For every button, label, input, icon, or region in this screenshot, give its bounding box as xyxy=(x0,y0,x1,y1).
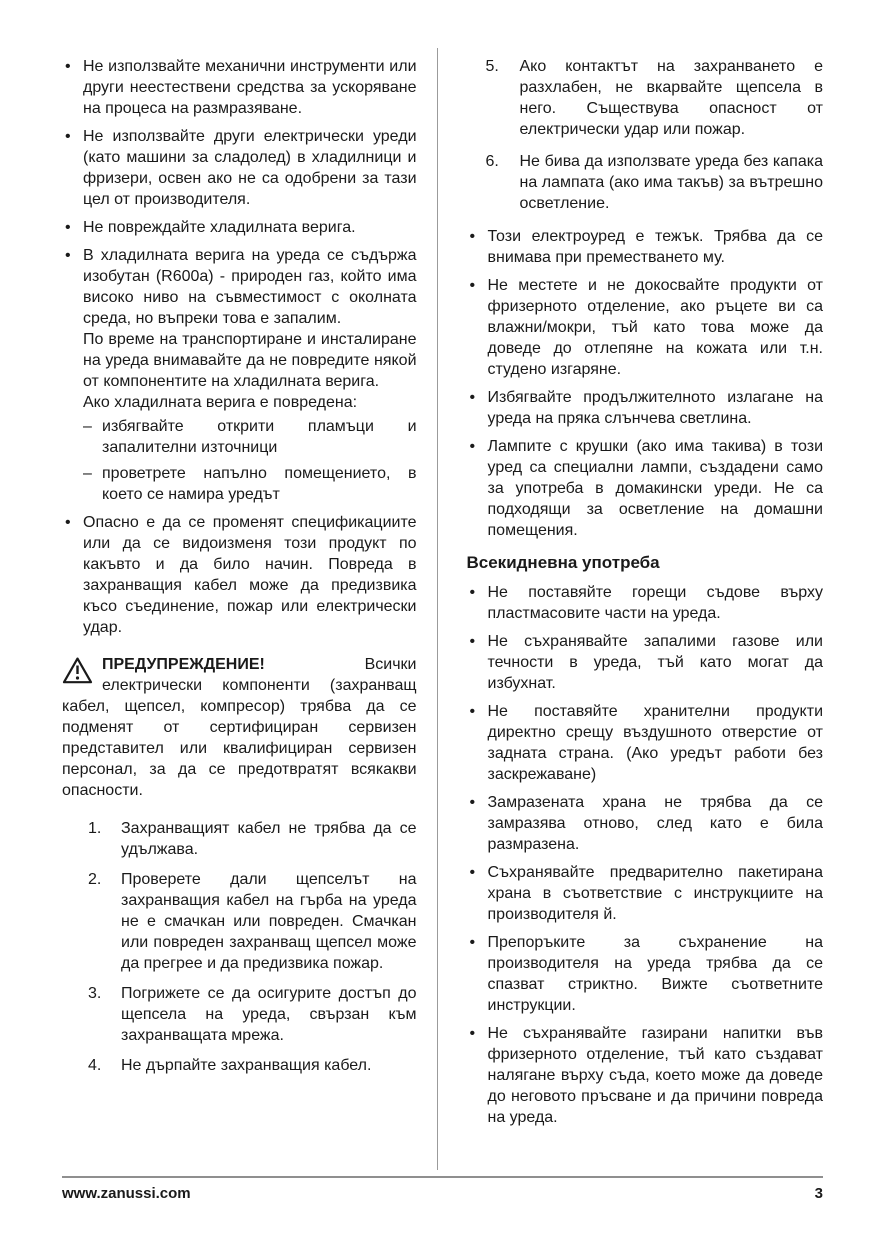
page-number: 3 xyxy=(814,1185,823,1202)
bullet-text: По време на транспортиране и инсталиране на уреда внимавайте да не повредите някой от компонентите на хладилната верига. xyxy=(83,331,417,390)
bullet-text: Не съхранявайте запалими газове или течности в уреда, тъй като могат да избухнат. xyxy=(487,633,823,692)
bullet-text: Този електроуред е тежък. Трябва да се внимава при преместването му. xyxy=(487,228,823,266)
list-item xyxy=(467,387,824,429)
list-item xyxy=(467,792,824,855)
dash-list xyxy=(83,416,417,505)
bullet-text: Лампите с крушки (ако има такива) в този уред са специални лампи, създадени само за употреба в домакински уреди. Не са подходящи за осветление на домашни помещения. xyxy=(487,438,823,539)
warning-text: Всички електрически компоненти (захранващ кабел, щепсел, компресор) трябва да се подменят от сертифициран сервизен представител или квалифициран сервизен персонал, за да се предотвратят всякакви опасности. xyxy=(62,656,417,799)
safety-bullet-list xyxy=(62,56,417,638)
numbered-list-right xyxy=(486,56,824,214)
numbered-text: Не дърпайте захранващия кабел. xyxy=(121,1057,372,1074)
section-heading: Всекидневна употреба xyxy=(466,553,660,572)
bullet-text: Не поставяйте хранителни продукти директно срещу въздушното отверстие от задната страна. (Ако уредът работи без заскрежаване) xyxy=(487,703,823,783)
footer xyxy=(62,1176,823,1204)
list-item xyxy=(83,416,417,458)
bullet-text: Не местете и не докосвайте продукти от фризерното отделение, ако ръцете ви са влажни/мокри, тъй като това може да доведе до отлепяне на кожата или т.н. студено изгаряне. xyxy=(487,277,823,378)
numbered-text: Погрижете се да осигурите достъп до щепсела на уреда, свързан към захранващата мрежа. xyxy=(121,985,417,1044)
list-number: 3. xyxy=(88,985,102,1002)
numbered-text: Проверете дали щепселът на захранващия кабел на гърба на уреда не е смачкан или повреден. Смачкан или повреден захранващ щепсел може да прегрее и да предизвика пожар. xyxy=(121,871,417,972)
bullet-text: Не използвайте механични инструменти или други неестествени средства за ускоряване на процеса на размразяване. xyxy=(83,58,417,117)
bullet-text: Съхранявайте предварително пакетирана храна в съответствие с инструкциите на производителя й. xyxy=(487,864,823,923)
numbered-list-left xyxy=(88,818,417,1076)
list-item xyxy=(467,275,824,380)
page-content xyxy=(62,56,823,1128)
website-text: www.zanussi.com xyxy=(62,1185,191,1202)
right-column xyxy=(443,56,824,1128)
bullet-text: Ако хладилната верига е повредена: xyxy=(83,394,358,411)
warning-note xyxy=(62,654,417,801)
dash-text: проветрете напълно помещението, в което се намира уредът xyxy=(102,465,417,503)
bullet-text: • В хладилната верига на уреда се съдържа изобутан (R600a) - природен газ, който има високо ниво на съвместимост с околната среда, но въпреки това е запалим. xyxy=(83,247,417,327)
list-item xyxy=(88,983,417,1046)
list-item xyxy=(88,818,417,860)
list-number: 5. xyxy=(485,58,499,75)
list-number: 1. xyxy=(88,820,102,837)
bullet-text: Не използвайте други електрически уреди (като машини за сладолед) в хладилници и фризери, освен ако не са одобрени за тази цел от производителя. xyxy=(83,128,417,208)
list-item xyxy=(467,582,824,624)
list-item xyxy=(62,126,417,210)
list-item xyxy=(467,1023,824,1128)
bullet-text: Не поставяйте горещи съдове върху пластмасовите части на уреда. xyxy=(487,584,823,622)
bullet-text: Избягвайте продължителното излагане на уреда на пряка слънчева светлина. xyxy=(487,389,823,427)
bullet-text: Препоръките за съхранение на производителя на уреда трябва да се спазват стриктно. Вижте съответните инструкции. xyxy=(487,934,823,1014)
list-item xyxy=(62,217,417,238)
safety-bullet-list xyxy=(467,226,824,541)
left-column xyxy=(62,56,443,1076)
list-item xyxy=(88,1055,417,1076)
list-item xyxy=(467,701,824,785)
list-number: 4. xyxy=(88,1057,102,1074)
list-item xyxy=(467,436,824,541)
list-item xyxy=(486,56,824,140)
bullet-text: Опасно е да се променят спецификациите или да се видоизменя този продукт по какъвто и да било начин. Повреда в захранващия кабел може да предизвика късо съединение, пожар или електрически удар. xyxy=(83,514,417,636)
warning-label: ПРЕДУПРЕЖДЕНИЕ! xyxy=(102,656,265,673)
bullet-text: Не повреждайте хладилната верига. xyxy=(83,219,356,236)
list-item xyxy=(467,862,824,925)
list-item xyxy=(467,631,824,694)
list-item xyxy=(88,869,417,974)
warning-triangle-icon xyxy=(62,656,93,685)
list-number: 2. xyxy=(88,871,102,888)
list-item xyxy=(467,932,824,1016)
daily-use-bullet-list xyxy=(467,582,824,1128)
numbered-text: Захранващият кабел не трябва да се удължава. xyxy=(121,820,417,858)
numbered-text: Ако контактът на захранването е разхлабен, не вкарвайте щепсела в него. Съществува опасност от електрически удар или пожар. xyxy=(519,58,823,138)
list-item xyxy=(62,245,417,505)
list-item xyxy=(467,226,824,268)
numbered-text: Не бива да използвате уреда без капака на лампата (ако има такъв) за вътрешно осветление. xyxy=(519,153,823,212)
dash-text: избягвайте открити пламъци и запалителни източници xyxy=(102,418,417,456)
bullet-text: Замразената храна не трябва да се замразява отново, след като е била размразена. xyxy=(487,794,823,853)
list-item xyxy=(62,512,417,638)
list-number: 6. xyxy=(485,153,499,170)
bullet-text: Не съхранявайте газирани напитки във фризерното отделение, тъй като създават налягане върху съда, което може да доведе до неговото пръсване и да причини повреда на уреда. xyxy=(487,1025,823,1126)
list-item xyxy=(83,463,417,505)
list-item xyxy=(62,56,417,119)
list-item xyxy=(486,151,824,214)
